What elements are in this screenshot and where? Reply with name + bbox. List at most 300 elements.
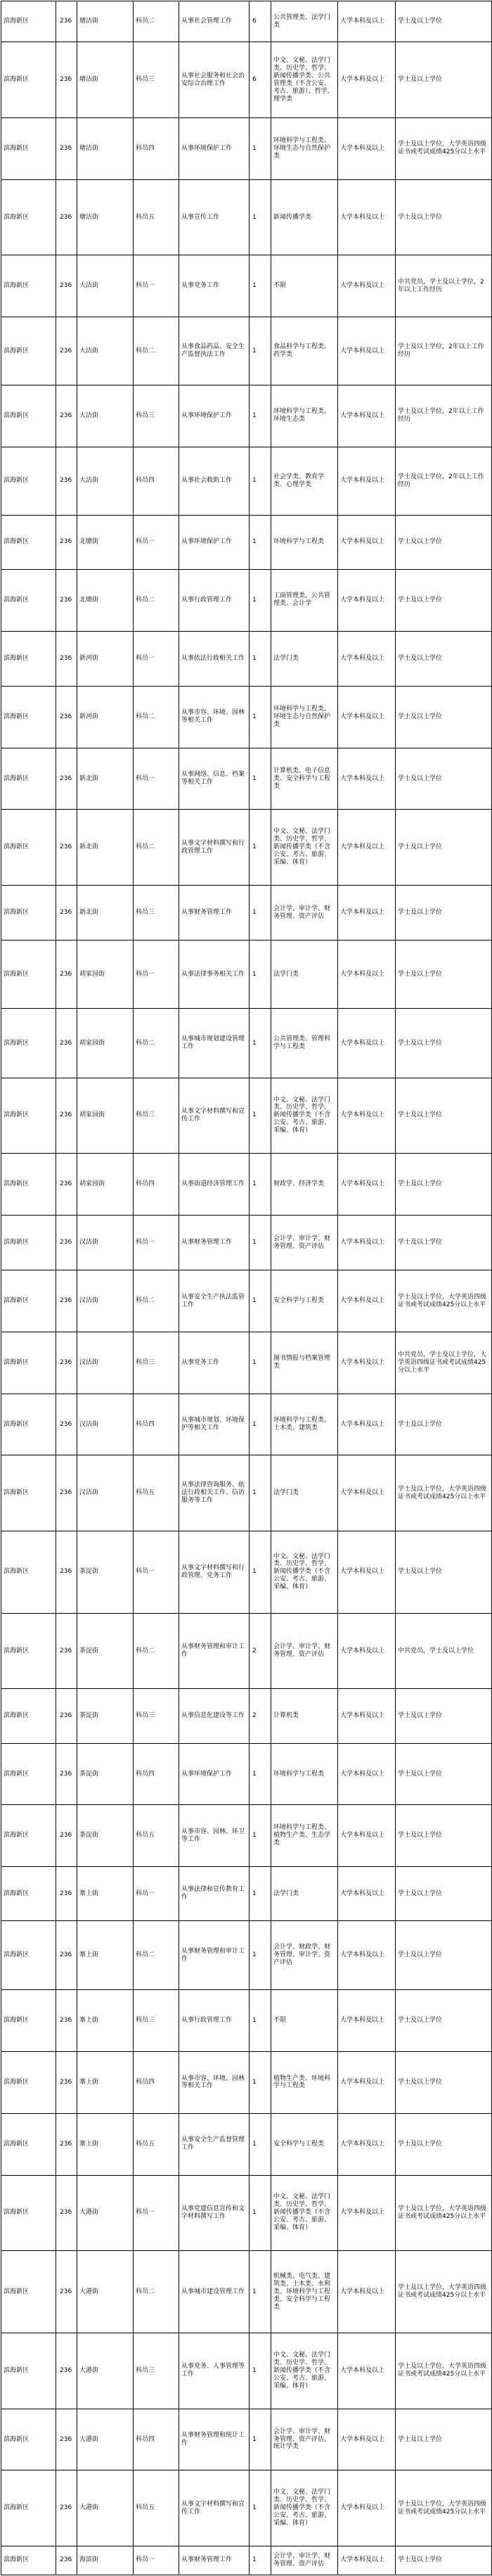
district-cell: 滨海新区 [1,687,56,748]
major-cell: 会计学、财政学、财务管理、审计学、资产评估 [271,1921,338,1990]
education-cell: 大学本科及以上 [338,1215,396,1270]
district-cell: 滨海新区 [1,2052,56,2114]
unit-cell: 新北街 [77,810,134,886]
unit-cell: 新河街 [77,687,134,748]
code-cell: 236 [56,687,77,748]
district-cell: 滨海新区 [1,1394,56,1455]
degree-cell: 中共党员，学士及以上学位，大学英语四级证书或考试成绩425分以上水平 [396,1332,492,1394]
headcount-cell: 1 [250,570,271,632]
headcount-cell: 1 [250,317,271,385]
table-row [1,179,492,255]
degree-cell: 学士及以上学位 [396,570,492,632]
major-cell: 安全科学与工程类 [271,1270,338,1332]
code-cell: 236 [56,1613,77,1689]
table-row [1,886,492,941]
degree-cell: 学士及以上学位，2年以上工作经历 [396,385,492,447]
table-row [1,42,492,118]
headcount-cell: 6 [250,42,271,118]
unit-cell: 汉沽街 [77,1455,134,1531]
education-cell: 大学本科及以上 [338,118,396,180]
code-cell: 236 [56,317,77,385]
code-cell: 236 [56,1531,77,1613]
table-body [1,1,492,2575]
post-cell: 科员二 [134,317,179,385]
degree-cell: 学士及以上学位 [396,1154,492,1216]
post-cell: 科员三 [134,2333,179,2409]
table-row [1,748,492,810]
district-cell: 滨海新区 [1,1,56,42]
degree-cell: 学士及以上学位 [396,1531,492,1613]
degree-cell: 学士及以上学位 [396,1215,492,1270]
education-cell: 大学本科及以上 [338,1990,396,2052]
duty-cell: 从事市容、园林、环卫等工作 [179,1805,250,1867]
code-cell: 236 [56,1867,77,1921]
headcount-cell: 1 [250,2175,271,2251]
education-cell: 大学本科及以上 [338,2333,396,2409]
major-cell: 公共管理类、管理科学与工程类 [271,1009,338,1078]
headcount-cell: 1 [250,255,271,317]
duty-cell: 从事安全生产监督管理工作 [179,2113,250,2175]
major-cell: 中文、文秘、法学门类、历史学、哲学、新闻传播学类（不含公安、考古、旅游、采编、体育） [271,1078,338,1154]
degree-cell: 学士及以上学位 [396,1689,492,1743]
unit-cell: 大沽街 [77,317,134,385]
duty-cell: 从事法律咨询服务、依法行政相关工作、信访服务等工作 [179,1455,250,1531]
headcount-cell: 1 [250,1270,271,1332]
degree-cell: 中共党员，学士及以上学位，2年以上工作经历 [396,255,492,317]
education-cell: 大学本科及以上 [338,1531,396,1613]
headcount-cell: 1 [250,1009,271,1078]
degree-cell: 学士及以上学位 [396,941,492,1009]
code-cell: 236 [56,2333,77,2409]
degree-cell: 学士及以上学位 [396,1805,492,1867]
degree-cell: 学士及以上学位 [396,1394,492,1455]
degree-cell: 学士及以上学位，大学英语四级证书或考试成绩425分以上水平 [396,2333,492,2409]
table-row [1,2470,492,2546]
district-cell: 滨海新区 [1,1455,56,1531]
duty-cell: 从事财务管理工作 [179,886,250,941]
code-cell: 236 [56,2470,77,2546]
post-cell: 科员一 [134,941,179,1009]
code-cell: 236 [56,1,77,42]
code-cell: 236 [56,1154,77,1216]
major-cell: 工商管理类、公共管理类、会计学 [271,570,338,632]
education-cell: 大学本科及以上 [338,1805,396,1867]
post-cell: 科员四 [134,1394,179,1455]
unit-cell: 大港街 [77,2175,134,2251]
code-cell: 236 [56,1332,77,1394]
table-row [1,1921,492,1990]
unit-cell: 胡家园街 [77,941,134,1009]
major-cell: 环境科学与工程类 [271,515,338,569]
post-cell: 科员四 [134,2409,179,2470]
headcount-cell: 1 [250,1215,271,1270]
table-row [1,570,492,632]
duty-cell: 从事依法行政相关工作 [179,631,250,686]
code-cell: 236 [56,1078,77,1154]
education-cell: 大学本科及以上 [338,1689,396,1743]
post-cell: 科员三 [134,42,179,118]
degree-cell: 学士及以上学位 [396,886,492,941]
major-cell: 法学门类 [271,1867,338,1921]
post-cell: 科员五 [134,2113,179,2175]
district-cell: 滨海新区 [1,1613,56,1689]
unit-cell: 北塘街 [77,515,134,569]
major-cell: 植物生产类、环境科学与工程类 [271,2052,338,2114]
major-cell: 计算机类 [271,1689,338,1743]
education-cell: 大学本科及以上 [338,1743,396,1805]
headcount-cell: 1 [250,1990,271,2052]
degree-cell: 学士及以上学位 [396,1990,492,2052]
degree-cell: 学士及以上学位 [396,179,492,255]
post-cell: 科员二 [134,687,179,748]
major-cell: 会计学、审计学、财务管理、资产评估、统计学类 [271,2409,338,2470]
education-cell: 大学本科及以上 [338,42,396,118]
education-cell: 大学本科及以上 [338,886,396,941]
district-cell: 滨海新区 [1,1990,56,2052]
district-cell: 滨海新区 [1,1921,56,1990]
degree-cell: 学士及以上学位，大学英语四级证书或考试成绩425分以上水平 [396,1455,492,1531]
education-cell: 大学本科及以上 [338,631,396,686]
degree-cell: 学士及以上学位，大学英语四级证书或考试成绩425分以上水平 [396,2175,492,2251]
district-cell: 滨海新区 [1,2409,56,2470]
headcount-cell: 1 [250,1394,271,1455]
table-row [1,447,492,515]
post-cell: 科员一 [134,1867,179,1921]
post-cell: 科员四 [134,447,179,515]
major-cell: 环境科学与工程类、环境生态与自然保护类 [271,118,338,180]
degree-cell: 学士及以上学位 [396,515,492,569]
district-cell: 滨海新区 [1,515,56,569]
table-row [1,687,492,748]
post-cell: 科员五 [134,1455,179,1531]
degree-cell: 学士及以上学位 [396,2409,492,2470]
duty-cell: 从事法律事务相关工作 [179,941,250,1009]
table-row [1,1455,492,1531]
post-cell: 科员二 [134,570,179,632]
district-cell: 滨海新区 [1,2333,56,2409]
duty-cell: 从事安全生产执法监管工作 [179,1270,250,1332]
unit-cell: 新北街 [77,748,134,810]
district-cell: 滨海新区 [1,1154,56,1216]
table-row [1,1332,492,1394]
district-cell: 滨海新区 [1,2251,56,2333]
code-cell: 236 [56,42,77,118]
code-cell: 236 [56,2052,77,2114]
table-row [1,1,492,42]
education-cell: 大学本科及以上 [338,2175,396,2251]
headcount-cell: 1 [250,1154,271,1216]
major-cell: 会计学、审计学、财务管理、资产评估 [271,1613,338,1689]
code-cell: 236 [56,1270,77,1332]
unit-cell: 大港街 [77,2470,134,2546]
headcount-cell: 1 [250,631,271,686]
headcount-cell: 1 [250,886,271,941]
unit-cell: 大沽街 [77,255,134,317]
code-cell: 236 [56,1743,77,1805]
major-cell: 环境科学与工程类、环境生态类 [271,385,338,447]
duty-cell: 从事文字材料撰写和行政管理、党务工作 [179,1531,250,1613]
unit-cell: 塘沽街 [77,179,134,255]
education-cell: 大学本科及以上 [338,810,396,886]
post-cell: 科员四 [134,1154,179,1216]
education-cell: 大学本科及以上 [338,2546,396,2575]
district-cell: 滨海新区 [1,1215,56,1270]
district-cell: 滨海新区 [1,631,56,686]
code-cell: 236 [56,1805,77,1867]
table-row [1,1689,492,1743]
education-cell: 大学本科及以上 [338,179,396,255]
degree-cell: 学士及以上学位，大学英语四级证书或考试成绩425分以上水平 [396,2251,492,2333]
duty-cell: 从事食品药品、安全生产监督执法工作 [179,317,250,385]
headcount-cell: 1 [250,2409,271,2470]
district-cell: 滨海新区 [1,1531,56,1613]
district-cell: 滨海新区 [1,1332,56,1394]
education-cell: 大学本科及以上 [338,2113,396,2175]
education-cell: 大学本科及以上 [338,2251,396,2333]
education-cell: 大学本科及以上 [338,2409,396,2470]
table-row [1,515,492,569]
degree-cell: 学士及以上学位 [396,1,492,42]
district-cell: 滨海新区 [1,255,56,317]
major-cell: 法学门类 [271,941,338,1009]
unit-cell: 汉沽街 [77,1215,134,1270]
post-cell: 科员三 [134,1689,179,1743]
table-row [1,317,492,385]
duty-cell: 从事市容、环境、园林等相关工作 [179,2052,250,2114]
duty-cell: 从事财务管理和审计工作 [179,1921,250,1990]
code-cell: 236 [56,1921,77,1990]
post-cell: 科员四 [134,1743,179,1805]
major-cell: 会计学、审计学、财务管理、资产评估 [271,886,338,941]
duty-cell: 从事文字材料撰写和行政管理工作 [179,810,250,886]
district-cell: 滨海新区 [1,886,56,941]
education-cell: 大学本科及以上 [338,385,396,447]
major-cell: 不限 [271,255,338,317]
table-row [1,1154,492,1216]
education-cell: 大学本科及以上 [338,1455,396,1531]
table-row [1,1805,492,1867]
unit-cell: 海滨街 [77,2546,134,2575]
degree-cell: 中共党员，学士及以上学位 [396,1613,492,1689]
major-cell: 中文、文秘、法学门类、历史学、哲学、新闻传播学类（不含公安、考古、旅游、采编、体育） [271,810,338,886]
post-cell: 科员三 [134,1990,179,2052]
district-cell: 滨海新区 [1,385,56,447]
unit-cell: 新北街 [77,886,134,941]
education-cell: 大学本科及以上 [338,1,396,42]
district-cell: 滨海新区 [1,317,56,385]
unit-cell: 大港街 [77,2333,134,2409]
district-cell: 滨海新区 [1,1078,56,1154]
unit-cell: 茶淀街 [77,1743,134,1805]
education-cell: 大学本科及以上 [338,447,396,515]
post-cell: 科员二 [134,1921,179,1990]
headcount-cell: 1 [250,447,271,515]
unit-cell: 汉沽街 [77,1332,134,1394]
duty-cell: 从事财务管理和统计工作 [179,2409,250,2470]
headcount-cell: 1 [250,1332,271,1394]
post-cell: 科员五 [134,1805,179,1867]
table-row [1,631,492,686]
table-row [1,810,492,886]
duty-cell: 从事文字材料撰写和宣传工作 [179,2470,250,2546]
degree-cell: 学士及以上学位 [396,1743,492,1805]
headcount-cell: 1 [250,941,271,1009]
table-row [1,1270,492,1332]
education-cell: 大学本科及以上 [338,570,396,632]
degree-cell: 学士及以上学位，大学英语四级证书或考试成绩425分以上水平 [396,1270,492,1332]
code-cell: 236 [56,447,77,515]
district-cell: 滨海新区 [1,1009,56,1078]
degree-cell: 学士及以上学位 [396,2113,492,2175]
major-cell: 中文、文秘、法学门类、历史学、哲学、新闻传播学类（不含公安、考古、旅游、采编、体育） [271,2333,338,2409]
code-cell: 236 [56,255,77,317]
duty-cell: 从事市容、环境、园林等相关工作 [179,687,250,748]
education-cell: 大学本科及以上 [338,515,396,569]
district-cell: 滨海新区 [1,941,56,1009]
unit-cell: 塘沽街 [77,42,134,118]
district-cell: 滨海新区 [1,2470,56,2546]
district-cell: 滨海新区 [1,570,56,632]
code-cell: 236 [56,1394,77,1455]
post-cell: 科员三 [134,886,179,941]
code-cell: 236 [56,1990,77,2052]
code-cell: 236 [56,570,77,632]
code-cell: 236 [56,1215,77,1270]
major-cell: 安全科学与工程类 [271,2113,338,2175]
duty-cell: 从事财务管理和审计工作 [179,1613,250,1689]
duty-cell: 从事社会管理工作 [179,1,250,42]
code-cell: 236 [56,385,77,447]
code-cell: 236 [56,515,77,569]
table-row [1,2333,492,2409]
table-row [1,2251,492,2333]
district-cell: 滨海新区 [1,1270,56,1332]
major-cell: 机械类、电气类、建筑类、土木类、水利类、环境科学与工程类、安全科学与工程类 [271,2251,338,2333]
unit-cell: 汉沽街 [77,1394,134,1455]
table-row [1,1531,492,1613]
table-row [1,1078,492,1154]
major-cell: 环境科学与工程类、环境生态与自然保护类 [271,687,338,748]
education-cell: 大学本科及以上 [338,1154,396,1216]
education-cell: 大学本科及以上 [338,1613,396,1689]
major-cell: 中文、文秘、法学门类、历史学、哲学、新闻传播学类（不含公安、考古、旅游、采编、体育） [271,2470,338,2546]
duty-cell: 从事社会救助工作 [179,447,250,515]
table-row [1,2113,492,2175]
unit-cell: 寨上街 [77,1990,134,2052]
duty-cell: 从事环境保护工作 [179,1743,250,1805]
duty-cell: 从事行政管理工作 [179,1990,250,2052]
post-cell: 科员二 [134,2251,179,2333]
duty-cell: 从事城市规划、环境保护等相关工作 [179,1394,250,1455]
education-cell: 大学本科及以上 [338,748,396,810]
duty-cell: 从事街道经济管理工作 [179,1154,250,1216]
unit-cell: 胡家园街 [77,1009,134,1078]
education-cell: 大学本科及以上 [338,317,396,385]
unit-cell: 大沽街 [77,447,134,515]
major-cell: 环境科学与工程类、土木类、建筑类 [271,1394,338,1455]
district-cell: 滨海新区 [1,118,56,180]
unit-cell: 寨上街 [77,2052,134,2114]
duty-cell: 从事文字材料撰写和宣传工作 [179,1078,250,1154]
post-cell: 科员一 [134,255,179,317]
unit-cell: 大沽街 [77,385,134,447]
headcount-cell: 2 [250,1689,271,1743]
major-cell: 新闻传播学类 [271,179,338,255]
table-row [1,1743,492,1805]
post-cell: 科员四 [134,118,179,180]
district-cell: 滨海新区 [1,1743,56,1805]
headcount-cell: 1 [250,2333,271,2409]
duty-cell: 从事财务管理工作 [179,2546,250,2575]
degree-cell: 学士及以上学位 [396,810,492,886]
unit-cell: 塘沽街 [77,1,134,42]
headcount-cell: 1 [250,1867,271,1921]
duty-cell: 从事环境保护工作 [179,385,250,447]
unit-cell: 寨上街 [77,1921,134,1990]
headcount-cell: 2 [250,1613,271,1689]
post-cell: 科员一 [134,631,179,686]
table-row [1,1215,492,1270]
headcount-cell: 1 [250,1743,271,1805]
headcount-cell: 1 [250,1455,271,1531]
headcount-cell: 1 [250,810,271,886]
post-cell: 科员二 [134,1613,179,1689]
district-cell: 滨海新区 [1,1689,56,1743]
education-cell: 大学本科及以上 [338,687,396,748]
headcount-cell: 1 [250,515,271,569]
district-cell: 滨海新区 [1,179,56,255]
education-cell: 大学本科及以上 [338,1921,396,1990]
duty-cell: 从事城市建设管理工作 [179,2251,250,2333]
major-cell: 法学门类 [271,1455,338,1531]
education-cell: 大学本科及以上 [338,1332,396,1394]
district-cell: 滨海新区 [1,1867,56,1921]
duty-cell: 从事财务管理工作 [179,1215,250,1270]
duty-cell: 从事法律和宣传教育工作 [179,1867,250,1921]
duty-cell: 从事环境保护工作 [179,118,250,180]
post-cell: 科员三 [134,385,179,447]
education-cell: 大学本科及以上 [338,1078,396,1154]
district-cell: 滨海新区 [1,42,56,118]
post-cell: 科员一 [134,2175,179,2251]
major-cell: 环境科学与工程类 [271,1743,338,1805]
district-cell: 滨海新区 [1,2546,56,2575]
post-cell: 科员一 [134,1531,179,1613]
major-cell: 计算机类、电子信息类、安全科学与工程类 [271,748,338,810]
duty-cell: 从事党务工作 [179,1332,250,1394]
post-cell: 科员三 [134,1078,179,1154]
duty-cell: 从事信息化建设等工作 [179,1689,250,1743]
education-cell: 大学本科及以上 [338,2470,396,2546]
table-row [1,1990,492,2052]
major-cell: 不限 [271,1990,338,2052]
degree-cell: 学士及以上学位 [396,1867,492,1921]
district-cell: 滨海新区 [1,2113,56,2175]
degree-cell: 学士及以上学位 [396,42,492,118]
unit-cell: 寨上街 [77,2113,134,2175]
table-row [1,255,492,317]
table-row [1,2546,492,2575]
code-cell: 236 [56,1455,77,1531]
unit-cell: 茶淀街 [77,1805,134,1867]
degree-cell: 学士及以上学位 [396,1009,492,1078]
table-row [1,941,492,1009]
major-cell: 会计学、审计学、财务管理、资产评估 [271,1215,338,1270]
duty-cell: 从事城市规划建设管理工作 [179,1009,250,1078]
post-cell: 科员五 [134,2470,179,2546]
degree-cell: 学士及以上学位 [396,2546,492,2575]
unit-cell: 大港街 [77,2409,134,2470]
